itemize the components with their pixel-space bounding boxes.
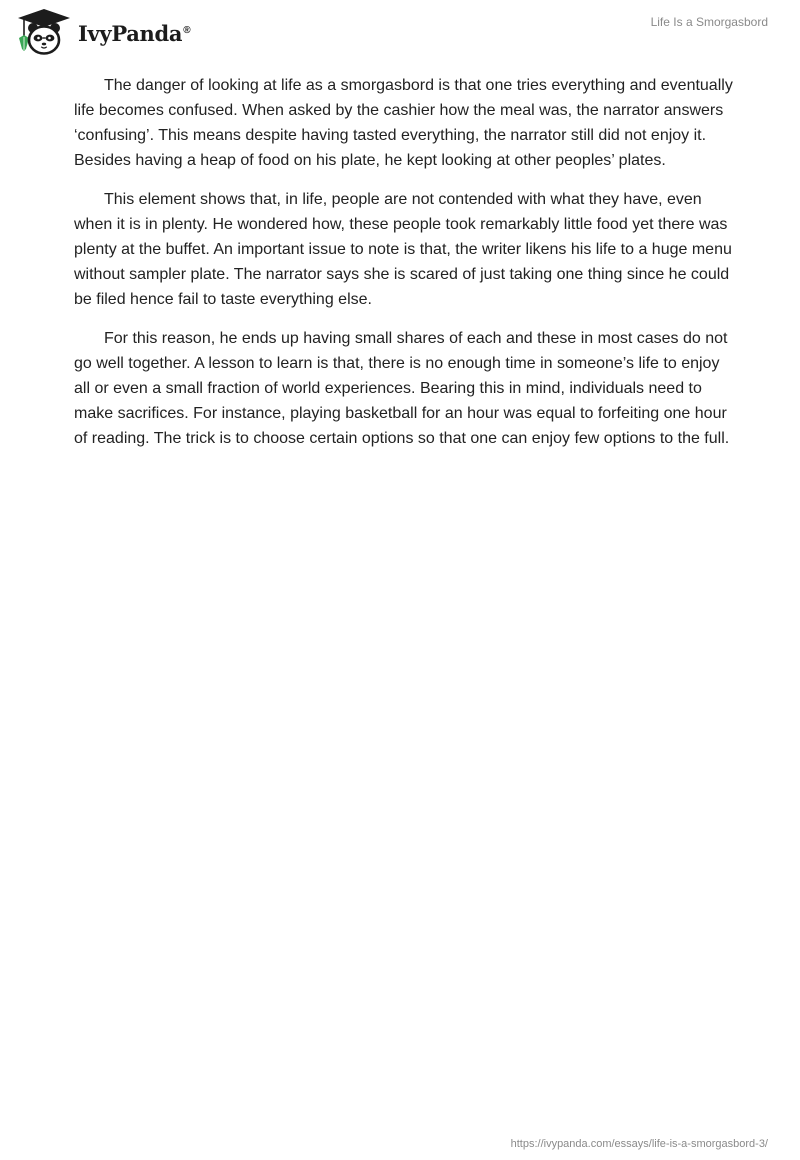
brand-name: IvyPanda® (78, 20, 191, 46)
document-title: Life Is a Smorgasbord (650, 15, 768, 29)
paragraph: For this reason, he ends up having small shares of each and these in most cases do not go well together. A lesson to learn is that, there is no enough time in someone’s life to enjoy all or even a small fraction of world experiences. Bearing this in mind, individuals need to make sacrifices. For instance, playing basketball for an hour was equal to forfeiting one hour of reading. The trick is to choose certain options so that one can enjoy few options to the full. (74, 330, 730, 447)
brand-logo[interactable] (14, 7, 190, 57)
source-url[interactable]: https://ivypanda.com/essays/life-is-a-smorgasbord-3/ (510, 1138, 768, 1150)
paragraph: The danger of looking at life as a smorgasbord is that one tries everything and eventually life becomes confused. When asked by the cashier how the meal was, the narrator answers ‘confusing’. This means despite having tasted everything, the narrator still did not enjoy it. Besides having a heap of food on his plate, he kept looking at other peoples’ plates. (74, 77, 733, 169)
essay-body (74, 73, 734, 465)
page-header (0, 0, 800, 70)
registered-mark: ® (183, 24, 191, 36)
panda-graduate-logo-icon (14, 7, 74, 57)
paragraph: This element shows that, in life, people are not contended with what they have, even when it is in plenty. He wondered how, these people took remarkably little food yet there was plenty at the buffet. An important issue to note is that, the writer likens his life to a huge menu without sampler plate. The narrator says she is scared of just taking one thing since he could be filed hence fail to taste everything else. (74, 191, 732, 308)
